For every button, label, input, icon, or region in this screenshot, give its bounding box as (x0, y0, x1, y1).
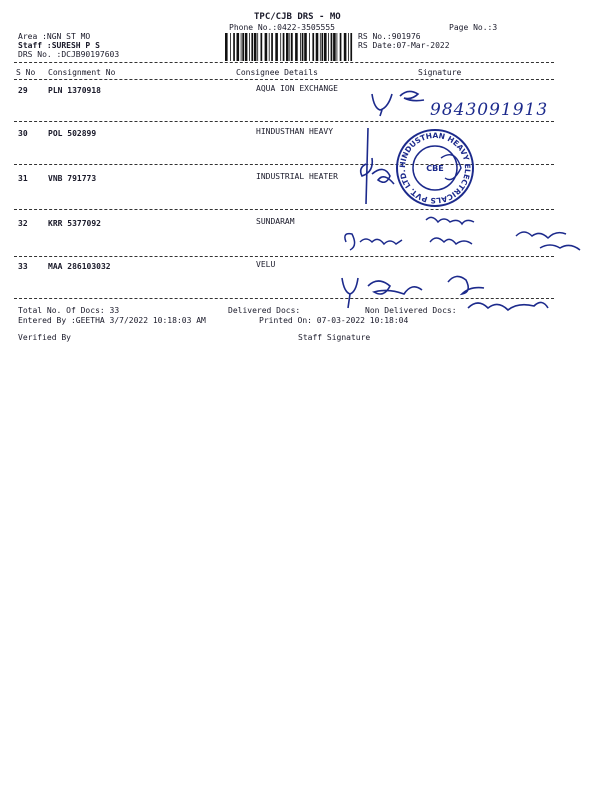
barcode-bar (316, 33, 319, 61)
non-delivered-docs: Non Delivered Docs: (365, 306, 457, 315)
divider (14, 121, 554, 122)
row-consignee: HINDUSTHAN HEAVY (256, 127, 334, 136)
barcode-bar (225, 33, 228, 61)
barcode-bar (350, 33, 352, 61)
row-consignment: KRR 5377092 (48, 219, 101, 228)
printed-on: Printed On: 07-03-2022 10:18:04 (259, 316, 409, 325)
barcode-bar (280, 33, 281, 61)
barcode-bar (320, 33, 321, 61)
row-consignee: INDUSTRIAL HEATER (256, 172, 338, 181)
delivered-docs: Delivered Docs: (228, 306, 301, 315)
handwritten-signature (368, 86, 428, 122)
barcode-bar (251, 33, 253, 61)
staff-field: Staff :SURESH P S (18, 41, 100, 50)
divider (14, 79, 554, 80)
barcode-bar (271, 33, 273, 61)
phone-number: Phone No.:0422-3505555 (229, 23, 335, 32)
barcode-bar (249, 33, 250, 61)
row-sno: 31 (18, 174, 28, 183)
row-consignment: MAA 286103032 (48, 262, 111, 271)
barcode-bar (265, 33, 268, 61)
col-header-signature: Signature (418, 68, 462, 77)
barcode-bar (344, 33, 347, 61)
verified-by: Verified By (18, 333, 71, 342)
barcode-bar (254, 33, 257, 61)
svg-text:CBE: CBE (426, 164, 444, 173)
barcode-bar (261, 33, 263, 61)
barcode-bar (333, 33, 336, 61)
col-header-consignment: Consignment No (48, 68, 116, 77)
barcode-bar (312, 33, 314, 61)
company-seal (395, 128, 475, 208)
barcode-bar (328, 33, 329, 61)
col-header-consignee: Consignee Details (236, 68, 318, 77)
row-sno: 33 (18, 262, 28, 271)
svg-text:HINDUSTHAN HEAVY ELECTRICALS P: HINDUSTHAN HEAVY ELECTRICALS PVT. LTD. (397, 130, 473, 206)
staff-signature-label: Staff Signature (298, 333, 371, 342)
row-sno: 29 (18, 86, 28, 95)
barcode-bar (331, 33, 333, 61)
barcode-bar (245, 33, 248, 61)
barcode-bar (257, 33, 258, 61)
barcode-bar (322, 33, 324, 61)
barcode-bar (348, 33, 349, 61)
handwritten-signature (340, 212, 600, 266)
row-consignee: VELU (256, 260, 276, 269)
drs-number: DRS No. :DCJB90197603 (18, 50, 120, 59)
barcode-bar (324, 33, 327, 61)
row-consignment: POL 502899 (48, 129, 97, 138)
barcode-bar (242, 33, 244, 61)
barcode-bar (289, 33, 290, 61)
barcode-bar (233, 33, 235, 61)
row-sno: 32 (18, 219, 28, 228)
entered-by: Entered By :GEETHA 3/7/2022 10:18:03 AM (18, 316, 206, 325)
barcode-bar (275, 33, 278, 61)
area-field: Area :NGN ST MO (18, 32, 91, 41)
divider (14, 209, 554, 210)
barcode-bar (295, 33, 298, 61)
row-consignee: AQUA ION EXCHANGE (256, 84, 338, 93)
barcode-bar (304, 33, 307, 61)
divider (14, 62, 554, 63)
row-sno: 30 (18, 129, 28, 138)
handwritten-signature (338, 268, 558, 327)
barcode-bar (286, 33, 289, 61)
row-consignee: SUNDARAM (256, 217, 295, 226)
rs-date: RS Date:07-Mar-2022 (358, 41, 450, 50)
barcode-bar (340, 33, 342, 61)
barcode (225, 33, 353, 61)
barcode-bar (302, 33, 304, 61)
col-header-sno: S No (16, 68, 36, 77)
barcode-bar (241, 33, 242, 61)
row-consignment: PLN 1370918 (48, 86, 101, 95)
total-docs: Total No. Of Docs: 33 (18, 306, 120, 315)
barcode-bar (309, 33, 310, 61)
barcode-bar (269, 33, 270, 61)
barcode-bar (337, 33, 338, 61)
barcode-bar (230, 33, 231, 61)
report-title: TPC/CJB DRS - MO (254, 12, 341, 22)
handwritten-phone: 9843091913 (430, 100, 549, 120)
page-number: Page No.:3 (449, 23, 498, 32)
row-consignment: VNB 791773 (48, 174, 97, 183)
barcode-bar (300, 33, 301, 61)
barcode-bar (237, 33, 240, 61)
barcode-bar (291, 33, 293, 61)
rs-number: RS No.:901976 (358, 32, 421, 41)
barcode-bar (283, 33, 285, 61)
